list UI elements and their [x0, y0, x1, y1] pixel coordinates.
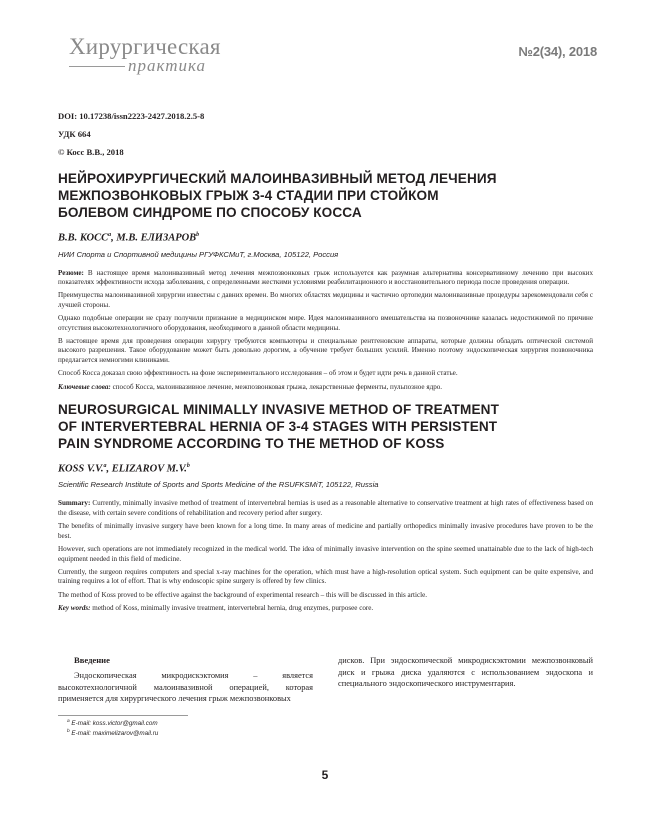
keywords-en — [58, 604, 593, 613]
keywords-text-ru: способ Косса, малоинвазивное лечение, межпозвонковая грыжа, лекарственные ферменты, пульпозное ядро. — [112, 382, 443, 391]
footnotes — [67, 718, 158, 737]
authors-ru — [58, 232, 593, 244]
abstract-ru — [58, 269, 593, 288]
author-mark: a — [108, 232, 112, 238]
footnote-email-elizarov: E-mail: maximelizarov@mail.ru — [71, 729, 159, 737]
column-right — [338, 655, 593, 690]
footnote-mark: b — [67, 728, 70, 734]
author-koss-en: KOSS V.V. — [58, 463, 104, 475]
author-separator: , — [111, 232, 117, 244]
title-en-line: PAIN SYNDROME ACCORDING TO THE METHOD OF KOSS — [58, 435, 445, 451]
paragraph-ru: Преимущества малоинвазивной хирургии известны с давних времен. Во многих областях медицины и частично ортопедии малоинвазивные процедуры зарекомендовали себя с лучшей стороны. — [58, 291, 593, 309]
authors-en — [58, 463, 593, 475]
author-elizarov-ru: М.В. ЕЛИЗАРОВ — [116, 232, 197, 244]
affiliation-ru: НИИ Спорта и Спортивной медицины РГУФКСМиТ, г.Москва, 105122, Россия — [58, 249, 339, 259]
paragraph-en: The benefits of minimally invasive surgery have been known for a long time. In many areas of medicine and partially orthopedics minimally invasive procedures have proven to be the best. — [58, 522, 593, 540]
copyright: © Косс В.В., 2018 — [58, 147, 124, 157]
summary-text-en: Currently, minimally invasive method of treatment of intervertebral hernias is used as a reasonable alternative to conservative treatment at high rates of effectiveness based on the disease, with certain severe conditions of rehabilitation and recovery period after surgery. — [58, 499, 594, 517]
abstract-text-ru: В настоящее время малоинвазивный метод лечения межпозвонковых грыж используется как разумная альтернатива консервативному лечению при высоких показателях эффективности исхода заболевания, с определенными жесткими условиями реабилитационного и восстановительного периода после проведения операции. — [58, 268, 594, 286]
abstract-label-ru: Резюме: — [58, 268, 84, 277]
issue-number: №2(34), 2018 — [518, 44, 597, 59]
title-en-line: NEUROSURGICAL MINIMALLY INVASIVE METHOD OF TREATMENT — [58, 401, 499, 417]
footnote-email-koss: E-mail: koss.victor@gmail.com — [71, 720, 158, 728]
page-header — [0, 0, 650, 90]
author-elizarov-en: ELIZAROV M.V. — [111, 463, 187, 475]
doi: DOI: 10.17238/issn2223-2427.2018.2.5-8 — [58, 111, 205, 121]
paragraph-ru: Способ Косса доказал свою эффективность на фоне экспериментального исследования – об этом и будет идти речь в данной статье. — [58, 369, 458, 378]
paragraph-ru: Однако подобные операции не сразу получили признание в медицинском мире. Идея малоинвазивного вмешательства на позвоночнике казалась недостижимой по причине отсутствия высокотехнологичного оборудования, необходимого в данной области медицины. — [58, 314, 593, 332]
title-ru — [58, 170, 593, 221]
title-en — [58, 401, 593, 452]
author-mark: b — [186, 462, 190, 469]
affiliation-en: Scientific Research Institute of Sports and Sports Medicine of the RSUFKSMiT, 105122, Russia — [58, 480, 379, 490]
author-separator: , — [106, 463, 112, 475]
footnote-rule — [58, 715, 188, 716]
section-heading-introduction: Введение — [74, 655, 110, 665]
author-mark: b — [196, 232, 200, 238]
keywords-label-ru: Ключевые слова: — [58, 382, 111, 391]
author-koss-ru: В.В. КОСС — [58, 232, 109, 244]
keywords-text-en: method of Koss, minimally invasive treatment, intervertebral hernia, drug enzymes, purposee core. — [92, 604, 374, 613]
author-mark: a — [103, 462, 107, 469]
footnote-a — [67, 718, 158, 728]
footnote-mark: a — [67, 719, 70, 724]
body-text-left: Эндоскопическая микродискэктомия – является высокотехнологичной малоинвазивной операцией, которая применяется для хирургического лечения грыж межпозвонковых — [58, 671, 313, 703]
paragraph-en: However, such operations are not immediately recognized in the medical world. The idea of minimally invasive intervention on the spine seemed unattainable due to the lack of high-tech equipment needed in this field of medicine. — [58, 545, 593, 563]
body-text-right: дисков. При эндоскопической микродискэктомии межпозвонковый диск и грыжа диска удаляются с использованием эндоскопа и специального эндоскопического инструментария. — [338, 656, 593, 688]
logo-rule — [69, 66, 125, 67]
summary-label-en: Summary: — [58, 499, 91, 508]
title-ru-line: МЕЖПОЗВОНКОВЫХ ГРЫЖ 3-4 СТАДИИ ПРИ СТОЙКОМ — [58, 188, 439, 203]
keywords-label-en: Key words: — [58, 604, 91, 613]
title-ru-line: НЕЙРОХИРУРГИЧЕСКИЙ МАЛОИНВАЗИВНЫЙ МЕТОД ЛЕЧЕНИЯ — [58, 171, 497, 186]
title-ru-line: БОЛЕВОМ СИНДРОМЕ ПО СПОСОБУ КОССА — [58, 205, 362, 220]
journal-logo-subtitle: практика — [128, 56, 207, 75]
page-number: 5 — [321, 768, 329, 782]
footnote-b — [67, 728, 158, 738]
paragraph-ru: В настоящее время для проведения операции хирургу требуются компьютеры и специальные рентгеновские аппараты, которые должны обладать оптической системой высокого разрешения. Такое оборудование может быть довольно дорогим, а обучение требует больших усилий. Именно поэтому эндоскопическая хирургия позвоночника предлагается немногими клиниками. — [58, 336, 593, 364]
article-front-matter — [58, 110, 593, 618]
paragraph-en: Currently, the surgeon requires computers and special x-ray machines for the operation, which must have a high-resolution optical system. Such equipment can be quite expensive, and training requires a lot of effort. That is why endoscopic spine surgery is offered by few clinics. — [58, 567, 593, 586]
title-en-line: OF INTERVERTEBRAL HERNIA OF 3-4 STAGES WITH PERSISTENT — [58, 418, 498, 434]
udk: УДК 664 — [58, 129, 91, 139]
summary-en — [58, 499, 593, 518]
keywords-ru — [58, 383, 593, 392]
paragraph-en: The method of Koss proved to be effective against the background of experimental research – this will be discussed in this article. — [58, 590, 428, 599]
journal-logo-title: Хирургическая — [69, 34, 221, 59]
column-left — [58, 655, 313, 705]
